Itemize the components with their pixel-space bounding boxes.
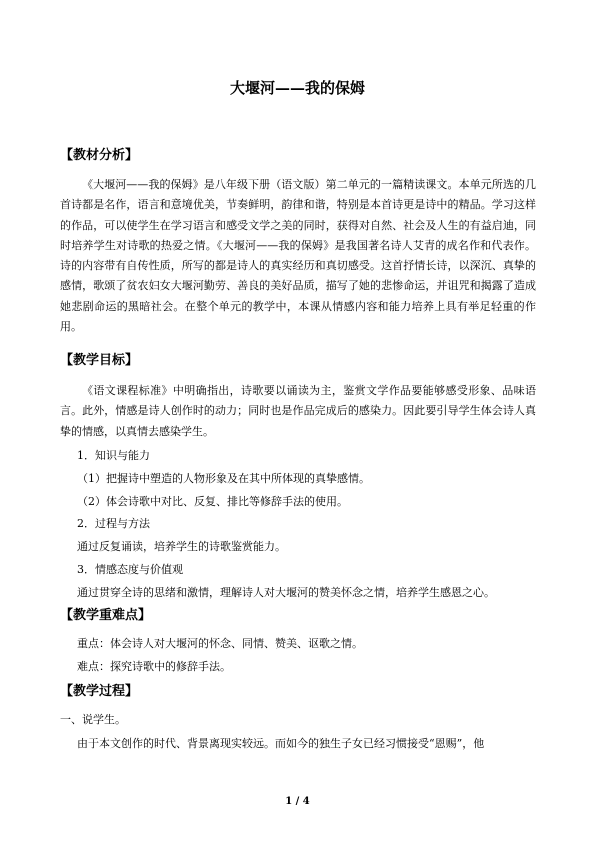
- heading-process: 【教学过程】: [60, 684, 139, 699]
- goal-item-1: 1．知识与能力: [77, 449, 150, 462]
- heading-goals: 【教学目标】: [60, 353, 139, 368]
- goals-paragraph: 《语文课程标准》中明确指出，诗歌要以诵读为主，鉴赏文学作品要能够感受形象、品味语言。此外，情感是诗人创作时的动力；同时也是作品完成后的感染力。因此要引导学生体会诗人真挚的情感，以真情去感染学生。: [60, 384, 536, 438]
- document-title: 大堰河——我的保姆: [229, 79, 365, 97]
- page-number: 1 / 4: [285, 796, 310, 807]
- goal-item-3a: 通过贯穿全诗的思绪和激情，理解诗人对大堰河的赞美怀念之情，培养学生感恩之心。: [77, 586, 495, 599]
- analysis-paragraph: 《大堰河——我的保姆》是八年级下册（语文版）第二单元的一篇精读课文。本单元所选的几首诗都是名作，语言和意境优美，节奏鲜明，韵律和谐，特别是本首诗更是诗中的精品。学习这样的作品，可以使学生在学习语言和感受文学之美的同时，获得对自然、社会及人生的有益启迪，同时培养学生对诗歌的热爱之情。《大堰河——我的保姆》是我国著名诗人艾青的成名作和代表作。诗的内容带有自传性质，所写的都是诗人的真实经历和真切感受。这首抒情长诗，以深沉、真挚的感情，歌颂了贫农妇女大堰河勤劳、善良的美好品质，描写了她的悲惨命运，并诅咒和揭露了造成她悲剧命运的黑暗社会。在整个单元的教学中，本课从情感内容和能力培养上具有举足轻重的作用。: [60, 178, 536, 334]
- goal-item-2: 2．过程与方法: [77, 517, 150, 530]
- keypoint-key: 重点：体会诗人对大堰河的怀念、同情、赞美、讴歌之情。: [77, 637, 363, 650]
- goal-item-2a: 通过反复诵读，培养学生的诗歌鉴赏能力。: [77, 540, 286, 553]
- keypoint-difficulty: 难点：探究诗歌中的修辞手法。: [77, 660, 231, 673]
- goal-item-3: 3．情感态度与价值观: [77, 563, 183, 576]
- process-step-1: 一、说学生。: [60, 713, 126, 726]
- process-step-1-text: 由于本文创作的时代、背景离现实较远。而如今的独生子女已经习惯接受“恩赐”，他: [77, 737, 485, 750]
- heading-analysis: 【教材分析】: [60, 148, 139, 163]
- goal-item-1a: （1）把握诗中塑造的人物形象及在其中所体现的真挚感情。: [77, 472, 370, 485]
- heading-keypoints: 【教学重难点】: [60, 608, 152, 623]
- goal-item-1b: （2）体会诗歌中对比、反复、排比等修辞手法的使用。: [77, 495, 348, 508]
